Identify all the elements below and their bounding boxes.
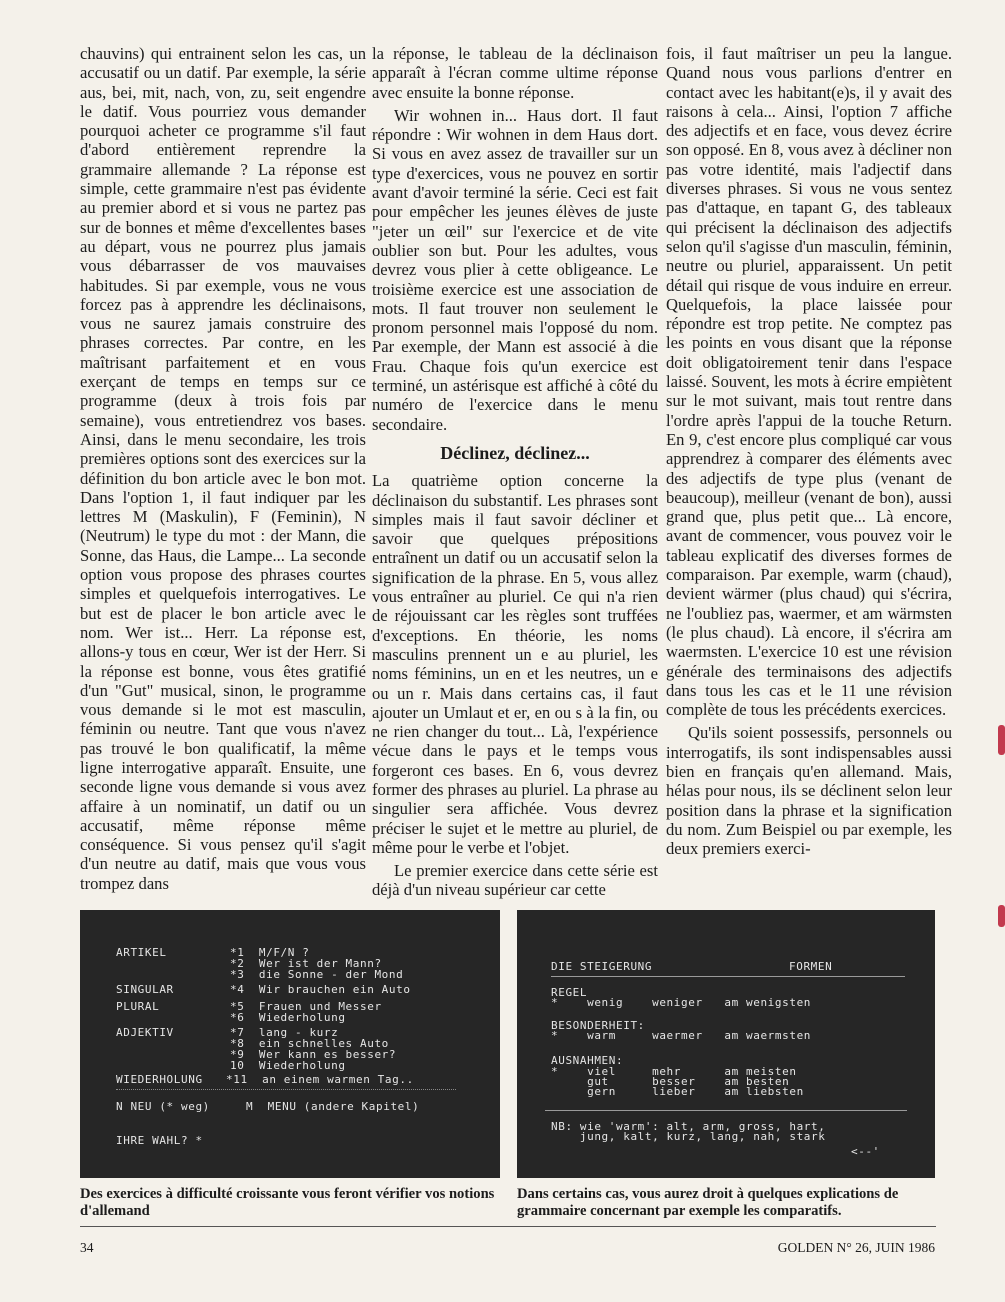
menu-item: *1 M/F/N ? [230, 946, 310, 959]
col2-paragraph-3: La quatrième option concerne la déclinaison du substantif. Les phrases sont simples mais il faut savoir décliner et savoir que quelques prépositions entraînent un datif ou un accusatif selon la signification de la phrase. En 5, vous allez vous entraîner au pluriel. Ce qui n'a rien de réjouissant car les règles sont truffées d'exceptions. En théorie, les noms masculins prennent un e au pluriel, les noms féminins, un en et les neutres, un e ou un r. Mais dans certains cas, il faut ajouter un Umlaut et er, en ou s à la fin, ou ne rien changer du tout... Là, l'expérience vécue dans le pays et le temps vous forgeront ces bases. En 6, vous devrez former des phrases au pluriel. La phrase au singulier sera affichée. Vous devrez préciser le sujet et le mettre au pluriel, de même pour le verbe et l'objet. [372, 471, 658, 857]
scan-mark [998, 905, 1005, 927]
row-label-artikel: ARTIKEL [116, 946, 167, 959]
besonderheit-row: * warm waermer am waermsten [551, 1029, 812, 1042]
scan-mark [998, 725, 1005, 755]
separator [116, 1089, 456, 1090]
note-line-2: jung, kalt, kurz, lang, nah, stark [551, 1130, 826, 1143]
row-label-adjektiv: ADJEKTIV [116, 1026, 174, 1039]
row-label-singular: SINGULAR [116, 983, 174, 996]
besonderheit-label: BESONDERHEIT: [551, 1019, 645, 1032]
menu-item: *7 lang - kurz [230, 1026, 339, 1039]
menu-item: *11 an einem warmen Tag.. [226, 1073, 414, 1086]
ausnahmen-row: gern lieber am liebsten [551, 1085, 804, 1098]
col1-text: chauvins) qui entrainent selon les cas, un accusatif ou un datif. Par exemple, la série aus, bei, mit, nach, von, zu, seit engendre le datif. Vous pourriez vous demander pourquoi acheter ce programme s'il faut d'abord entièrement reprendre la grammaire allemande ? La réponse est simple, cette grammaire n'est pas évidente au premier abord et si vous ne partez pas sur de bonnes et même d'excellentes bases au départ, vous ne pourrez plus jamais vous débarrasser de vos mauvaises habitudes. Si par exemple, vous ne vous forcez pas à apprendre les déclinaisons, vous ne saurez jamais construire des phrases correctes. Par contre, en les maîtrisant parfaitement et en vous exerçant de temps en temps sur ce programme (deux à trois fois par semaine), vous entretiendrez vos bases. Ainsi, dans le menu secondaire, les trois premières options sont des exercices sur la définition du bon article avec le bon mot. Dans l'option 1, il faut indiquer par les lettres M (Maskulin), F (Feminin), N (Neutrum) le type du mot : der Mann, die Sonne, das Haus, die Lampe... La seconde option vous propose des phrases courtes simples et quelquefois interrogatives. Le but est de placer le bon article avec le nom. Wer ist... Herr. La réponse est, allons-y tous en cœur, Wer ist der Herr. Si la réponse est bonne, vous êtes gratifié d'un "Gut" musical, sinon, le programme vous demande si le mot est masculin, féminin ou neutre. Tant que vous n'avez pas trouvé le bon qualificatif, la même ligne interrogative apparaît. Ensuite, une seconde ligne vous demande si vous avez affaire à un nominatif, un datif ou un accusatif, même réponse même conséquence. Si vous pensez qu'il s'agit d'un neutre au datif, mais que vous vous trompez dans [80, 44, 366, 893]
page-number: 34 [80, 1240, 94, 1255]
menu-screenshot [80, 910, 500, 1178]
col3-paragraph-2: Qu'ils soient possessifs, personnels ou interrogatifs, ils sont indispensables aussi bien en français qu'en allemand. Mais, hélas pour nous, ils se déclinent selon leur position dans la phrase et la signification du nom. Zum Beispiel ou par exemple, les deux premiers exerci- [666, 723, 952, 859]
return-arrow: <--' [851, 1145, 880, 1158]
menu-item: *2 Wer ist der Mann? [230, 957, 382, 970]
col2-paragraph-1: la réponse, le tableau de la déclinaison apparaît à l'écran comme ultime réponse avec ensuite la bonne réponse. [372, 44, 658, 102]
col2-paragraph-2: Wir wohnen in... Haus dort. Il faut répondre : Wir wohnen in dem Haus dort. Si vous en avez assez de travailler sur un type d'exercices, vous ne pouvez en sortir avant d'avoir terminé la série. Ceci est fait pour empêcher les jeunes élèves de juste "jeter un œil" sur l'exercice et de vite oublier son but. Pour les adultes, vous devrez vous plier à cette obligeance. Le troisième exercice est une association de mots. Il faut trouver non seulement le pronom personnel mais l'opposé du nom. Par exemple, der Mann est associé à die Frau. Chaque fois qu'un exercice est terminé, un astérisque est affiché à côté du numéro de l'exercice dans le menu secondaire. [372, 105, 658, 434]
ausnahmen-row: * viel mehr am meisten [551, 1065, 797, 1078]
ausnahmen-row: gut besser am besten [551, 1075, 790, 1088]
row-label-plural: PLURAL [116, 1000, 160, 1013]
menu-item: *9 Wer kann es besser? [230, 1048, 397, 1061]
menu-item: *5 Frauen und Messer [230, 1000, 382, 1013]
magazine-issue: GOLDEN N° 26, JUIN 1986 [777, 1240, 935, 1255]
article-column-3 [666, 44, 952, 858]
menu-item: *4 Wir brauchen ein Auto [230, 983, 411, 996]
divider-top [551, 976, 905, 977]
row-label-wiederholung: WIEDERHOLUNG [116, 1073, 203, 1086]
new-option: N NEU (* weg) [116, 1100, 210, 1113]
screen-title-right: FORMEN [789, 960, 833, 973]
col2-paragraph-4: Le premier exercice dans cette série est déjà d'un niveau supérieur car cette [372, 861, 658, 900]
article-column-2 [372, 44, 658, 900]
regel-row: * wenig weniger am wenigsten [551, 996, 812, 1009]
menu-item: 10 Wiederholung [230, 1059, 346, 1072]
screen-title: DIE STEIGERUNG [551, 960, 653, 973]
article-column-1 [80, 44, 366, 893]
menu-item: *3 die Sonne - der Mond [230, 968, 404, 981]
ausnahmen-label: AUSNAHMEN: [551, 1054, 624, 1067]
col3-paragraph-1: fois, il faut maîtriser un peu la langue. Quand nous vous parlions d'entrer en contact avec les habitant(e)s, il y avait des raisons à cela... Ainsi, l'option 7 affiche des adjectifs et en face, vous devez écrire son opposé. En 8, vous avez à décliner non pas votre identité, mais l'adjectif dans diverses phrases. Si vous ne vous sentez pas d'attaque, en tapant G, des tableaux qui précisent la déclinaison des adjectifs selon qu'il s'agisse d'un masculin, féminin, neutre ou pluriel, apparaissent. Un petit détail qui risque de vous induire en erreur. Quelquefois, la place laissée pour répondre est trop petite. Ne comptez pas les points en vous disant que la réponse doit obligatoirement tenir dans l'espace laissé. Souvent, les mots à écrire empiètent sur le mot suivant, mais tout rentre dans l'ordre après l'appui de la touche Return. En 9, c'est encore plus compliqué car vous apprendrez à comparer des éléments avec des adjectifs de type plus (venant de beaucoup), meilleur (venant de bon), aussi grand que, plus petit que... Là encore, avant de commencer, vous pouvez voir le tableau explicatif des diverses formes de comparaison. Par exemple, warm (chaud), devient wärmer (plus chaud) qui s'écrira, ne l'oubliez pas, waermer, et am wärmsten (le plus chaud). Là encore, il s'écrira am waermsten. L'exercice 10 est une révision générale des terminaisons des adjectifs dans tous les cas et le 11 une révision complète de tous les précédents exercices. [666, 44, 952, 720]
caption-left: Des exercices à difficulté croissante vous feront vérifier vos notions d'allemand [80, 1186, 495, 1219]
caption-right: Dans certains cas, vous aurez droit à quelques explications de grammaire concernant par exemple les comparatifs. [517, 1186, 899, 1219]
divider-bottom [545, 1110, 907, 1111]
menu-option: M MENU (andere Kapitel) [246, 1100, 420, 1113]
menu-item: *6 Wiederholung [230, 1011, 346, 1024]
subheading: Déclinez, déclinez... [440, 442, 590, 463]
menu-item: *8 ein schnelles Auto [230, 1037, 389, 1050]
footer-rule [80, 1226, 936, 1227]
comparatives-screenshot [517, 910, 935, 1178]
note-line-1: NB: wie 'warm': alt, arm, gross, hart, [551, 1120, 826, 1133]
choice-prompt: IHRE WAHL? * [116, 1134, 203, 1147]
regel-label: REGEL [551, 986, 588, 999]
